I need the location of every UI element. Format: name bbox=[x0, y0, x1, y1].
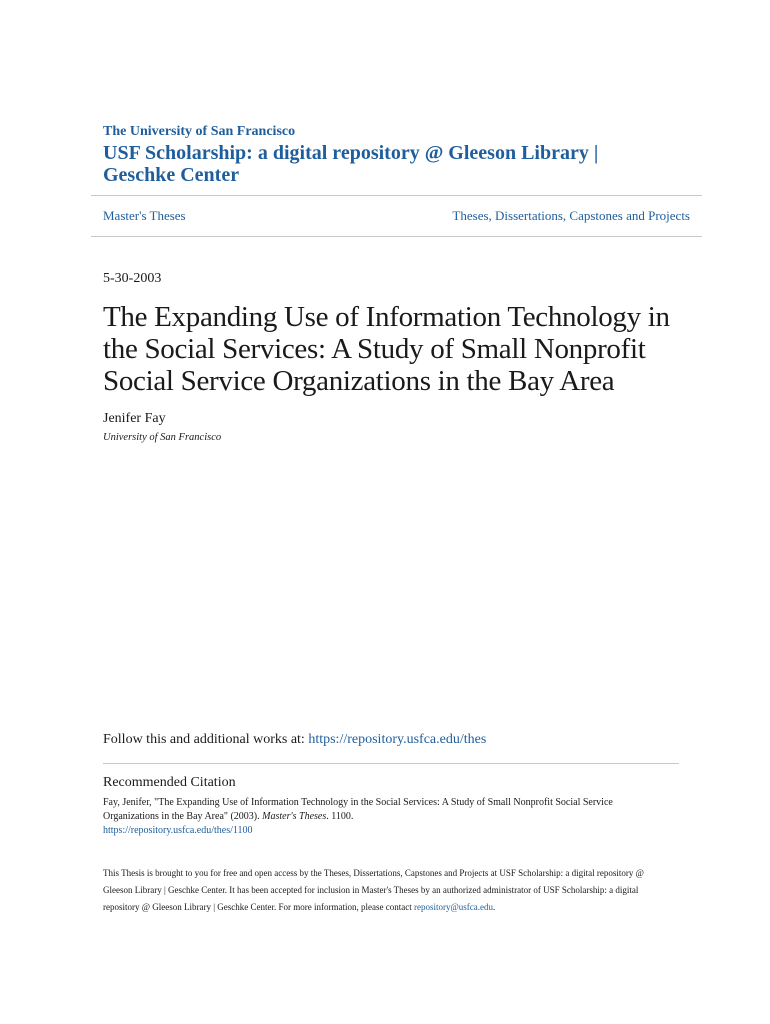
follow-line bbox=[103, 732, 486, 748]
citation-series: Master's Theses bbox=[262, 811, 327, 822]
author-name[interactable]: Jenifer Fay bbox=[103, 411, 166, 426]
divider-top bbox=[91, 195, 702, 196]
notice-text: This Thesis is brought to you for free and open access by the Theses, Dissertations, Capstones and Projects at USF Scholarship: a digital repository @ Gleeson Library | Geschke Center. It has been accepted for inclusion in Master's Theses by an authorized administrator of USF Scholarship: a digital repository @ Gleeson Library | Geschke Center. For more information, please contact bbox=[103, 868, 644, 912]
follow-link[interactable]: https://repository.usfca.edu/thes bbox=[308, 732, 487, 747]
citation-heading: Recommended Citation bbox=[103, 775, 236, 790]
divider-bottom bbox=[91, 236, 702, 237]
breadcrumb-masters-theses[interactable]: Master's Theses bbox=[103, 208, 186, 223]
repository-title[interactable]: USF Scholarship: a digital repository @ Gleeson Library | Geschke Center bbox=[103, 142, 599, 186]
citation-block bbox=[103, 796, 663, 838]
contact-email-link[interactable]: repository@usfca.edu bbox=[414, 902, 494, 912]
breadcrumb-collection[interactable]: Theses, Dissertations, Capstones and Projects bbox=[452, 208, 690, 223]
follow-prefix: Follow this and additional works at: bbox=[103, 732, 309, 747]
institution-name: The University of San Francisco bbox=[103, 124, 296, 139]
author-affiliation: University of San Francisco bbox=[103, 432, 222, 443]
publication-date: 5-30-2003 bbox=[103, 271, 162, 286]
citation-number: . 1100. bbox=[326, 811, 354, 822]
citation-text: Fay, Jenifer, "The Expanding Use of Information Technology in the Social Services: A Study of Small Nonprofit Social Service Organizations in the Bay Area" (2003). bbox=[103, 797, 613, 822]
notice-end: . bbox=[493, 902, 496, 912]
citation-url[interactable]: https://repository.usfca.edu/thes/1100 bbox=[103, 825, 253, 836]
access-notice bbox=[103, 865, 663, 916]
document-title: The Expanding Use of Information Technology in the Social Services: A Study of Small Nonprofit Social Service Organizations in the Bay Area bbox=[103, 301, 670, 397]
divider-citation bbox=[103, 763, 679, 764]
